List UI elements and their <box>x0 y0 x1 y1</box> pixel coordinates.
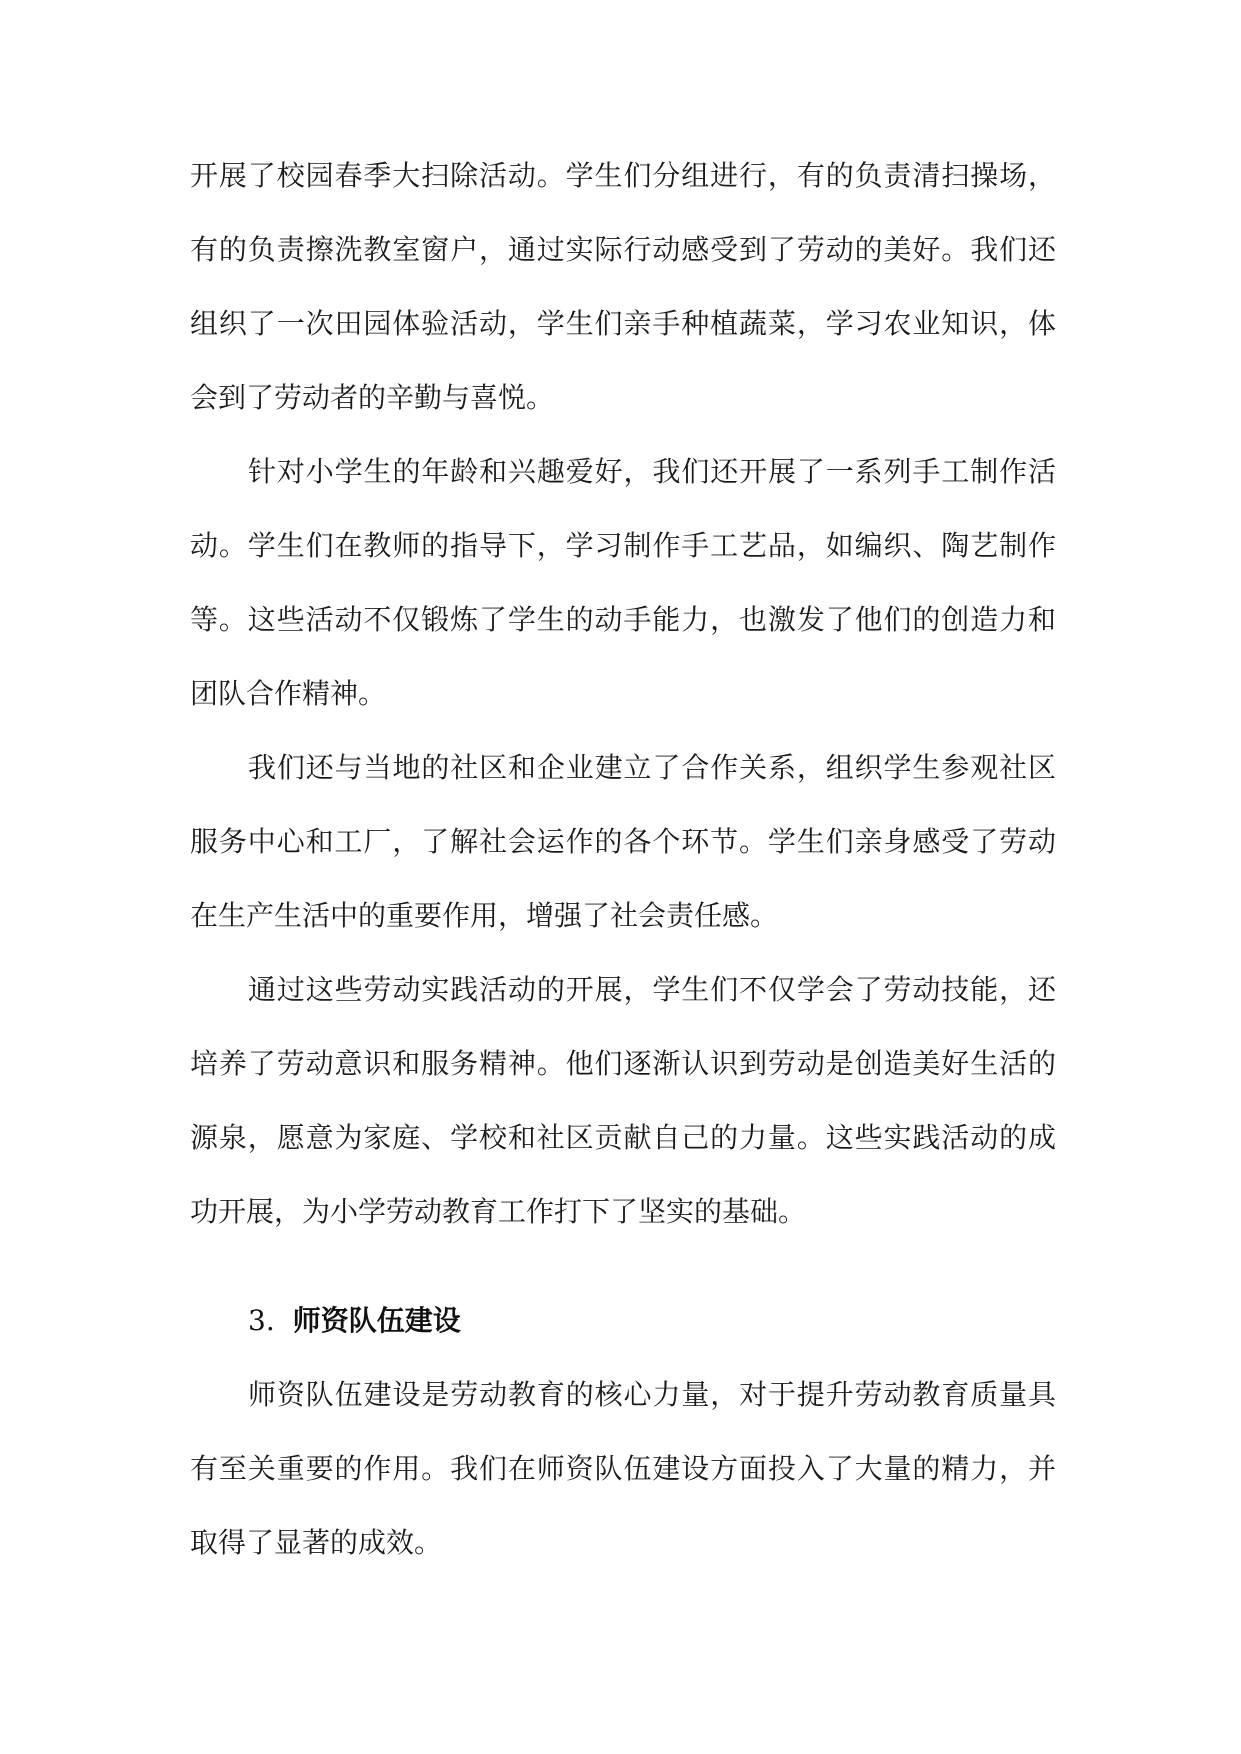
paragraph-community: 我们还与当地的社区和企业建立了合作关系，组织学生参观社区服务中心和工厂，了解社会运作的各个环节。学生们亲身感受了劳动在生产生活中的重要作用，增强了社会责任感。 <box>190 751 1056 932</box>
section-title: 师资队伍建设 <box>292 1304 461 1337</box>
document-body <box>190 139 1056 1580</box>
section-number: 3. <box>248 1304 275 1337</box>
paragraph-summary: 通过这些劳动实践活动的开展，学生们不仅学会了劳动技能，还培养了劳动意识和服务精神。他们逐渐认识到劳动是创造美好生活的源泉，愿意为家庭、学校和社区贡献自己的力量。这些实践活动的成功开展，为小学劳动教育工作打下了坚实的基础。 <box>190 973 1056 1228</box>
paragraph-handcraft: 针对小学生的年龄和兴趣爱好，我们还开展了一系列手工制作活动。学生们在教师的指导下，学习制作手工艺品，如编织、陶艺制作等。这些活动不仅锻炼了学生的动手能力，也激发了他们的创造力和团队合作精神。 <box>190 455 1056 710</box>
paragraph-teacher-team: 师资队伍建设是劳动教育的核心力量，对于提升劳动教育质量具有至关重要的作用。我们在师资队伍建设方面投入了大量的精力，并取得了显著的成效。 <box>190 1378 1056 1559</box>
paragraph-continuation: 开展了校园春季大扫除活动。学生们分组进行，有的负责清扫操场，有的负责擦洗教室窗户，通过实际行动感受到了劳动的美好。我们还组织了一次田园体验活动，学生们亲手种植蔬菜，学习农业知识，体会到了劳动者的辛勤与喜悦。 <box>190 159 1056 414</box>
section-heading <box>190 1284 1056 1358</box>
